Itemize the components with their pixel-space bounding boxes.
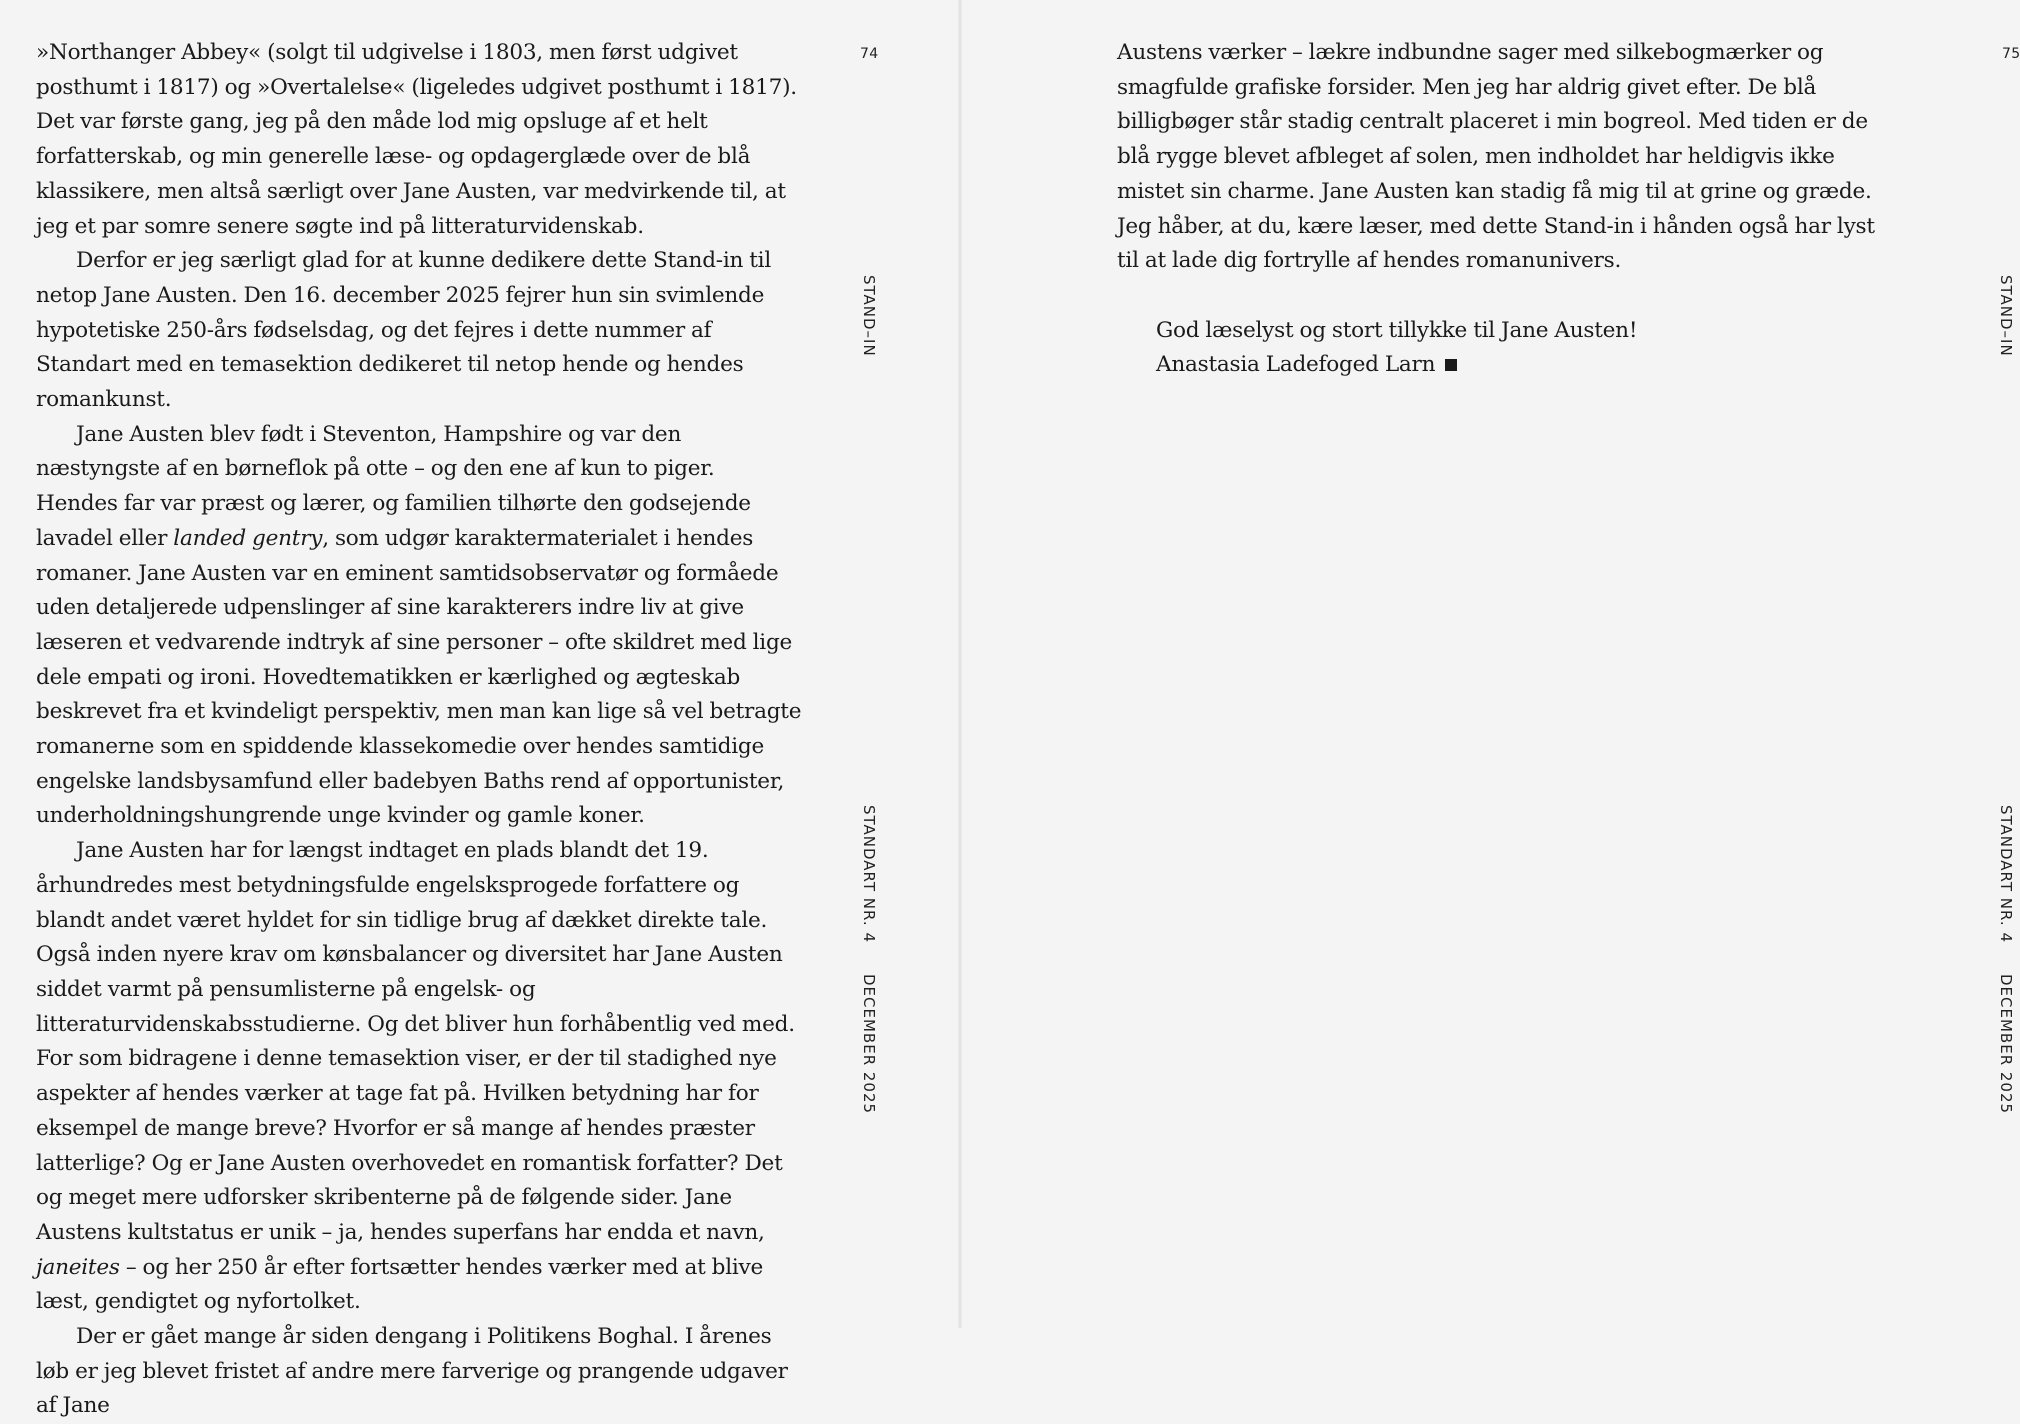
paragraph-3-part-2: , som udgør karaktermaterialet i hendes romaner. Jane Austen var en eminent samtidsobservatør og formåede uden detaljerede udpenslinger af sine karakterers indre liv at give læseren et vedvarende indtryk af sine personer – ofte skildret med lige dele empati og ironi. Hovedtematikken er kærlighed og ægteskab beskrevet fra et kvindeligt perspektiv, men man kan lige så vel betragte romanerne som en spiddende klassekomedie over hendes samtidige engelske landsbysamfund eller badebyen Baths rend af opportunister, underholdningshungrende unge kvinder og gamle koner. [36,525,802,829]
paragraph-5: Der er gået mange år siden dengang i Politikens Boghal. I årenes løb er jeg blevet fristet af andre mere farverige og prangende udgaver af Jane [36,1324,788,1419]
left-page [0,0,960,1419]
left-body-text [36,36,802,1424]
page-number-right: 75 [2002,46,2020,62]
closing-block [1117,314,1877,383]
right-paragraph: Austens værker – lækre indbundne sager med silkebogmærker og smagfulde grafiske forsider. Men jeg har aldrig givet efter. De blå billigbøger står stadig centralt placeret i min bogreol. Med tiden er de blå rygge blevet afbleget af solen, men indholdet har heldigvis ikke mistet sin charme. Jane Austen kan stadig få mig til at grine og græde. Jeg håber, at du, kære læser, med dette Stand-in i hånden også har lyst til at lade dig fortrylle af hendes romanunivers. [1117,40,1875,274]
running-publication-left: STANDART NR. 4 [860,805,878,943]
paragraph-2: Derfor er jeg særligt glad for at kunne dedikere dette Stand-in til netop Jane Austen. Den 16. december 2025 fejrer hun sin svimlende hypotetiske 250-års fødselsdag, og det fejres i dette nummer af Standart med en temasektion dedikeret til netop hende og hendes romankunst. [36,248,771,413]
author-signature: Anastasia Ladefoged Larn [1156,352,1436,378]
closing-line: God læselyst og stort tillykke til Jane Austen! [1156,317,1638,343]
paragraph-4-part-2: – og her 250 år efter fortsætter hendes værker med at blive læst, gendigtet og nyfortolket. [36,1254,764,1315]
signature-line [1156,348,1877,383]
paragraph-3-part-1: Jane Austen blev født i Steventon, Hampshire og var den næstyngste af en børneflok på otte – og den ene af kun to piger. Hendes far var præst og lærer, og familien tilhørte den godsejende lavadel eller [36,421,751,551]
italic-term-janeites: janeites [36,1254,120,1280]
italic-term-landed-gentry: landed gentry [173,525,323,551]
running-date-right: DECEMBER 2025 [1997,974,2015,1115]
running-date-left: DECEMBER 2025 [860,974,878,1115]
paragraph-4-part-1: Jane Austen har for længst indtaget en plads blandt det 19. århundredes mest betydningsfulde engelsksprogede forfattere og blandt andet været hyldet for sin tidlige brug af dækket direkte tale. Også inden nyere krav om kønsbalancer og diversitet har Jane Austen siddet varmt på pensumlisterne på engelsk- og litteraturvidenskabsstudierne. Og det bliver hun forhåbentlig ved med. For som bidragene i denne temasektion viser, er der til stadighed nye aspekter af hendes værker at tage fat på. Hvilken betydning har for eksempel de mange breve? Hvorfor er så mange af hendes præster latterlige? Og er Jane Austen overhovedet en romantisk forfatter? Det og meget mere udforsker skribenterne på de følgende sider. Jane Austens kultstatus er unik – ja, hendes superfans har endda et navn, [36,838,795,1245]
running-publication-right: STANDART NR. 4 [1997,805,2015,943]
page-number-left: 74 [860,46,879,62]
end-mark-icon [1445,359,1457,371]
paragraph-4 [36,834,802,1320]
running-section-left: STAND–IN [860,275,878,357]
paragraph-1: »Northanger Abbey« (solgt til udgivelse i 1803, men først udgivet posthumt i 1817) og »Overtalelse« (ligeledes udgivet posthumt i 1817). Det var første gang, jeg på den måde lod mig opsluge af et helt forfatterskab, og min generelle læse- og opdagerglæde over de blå klassikere, men altså særligt over Jane Austen, var medvirkende til, at jeg et par somre senere søgte ind på litteraturvidenskab. [36,40,797,239]
right-body-text [1117,36,1877,383]
paragraph-3 [36,418,802,834]
running-section-right: STAND–IN [1997,275,2015,357]
